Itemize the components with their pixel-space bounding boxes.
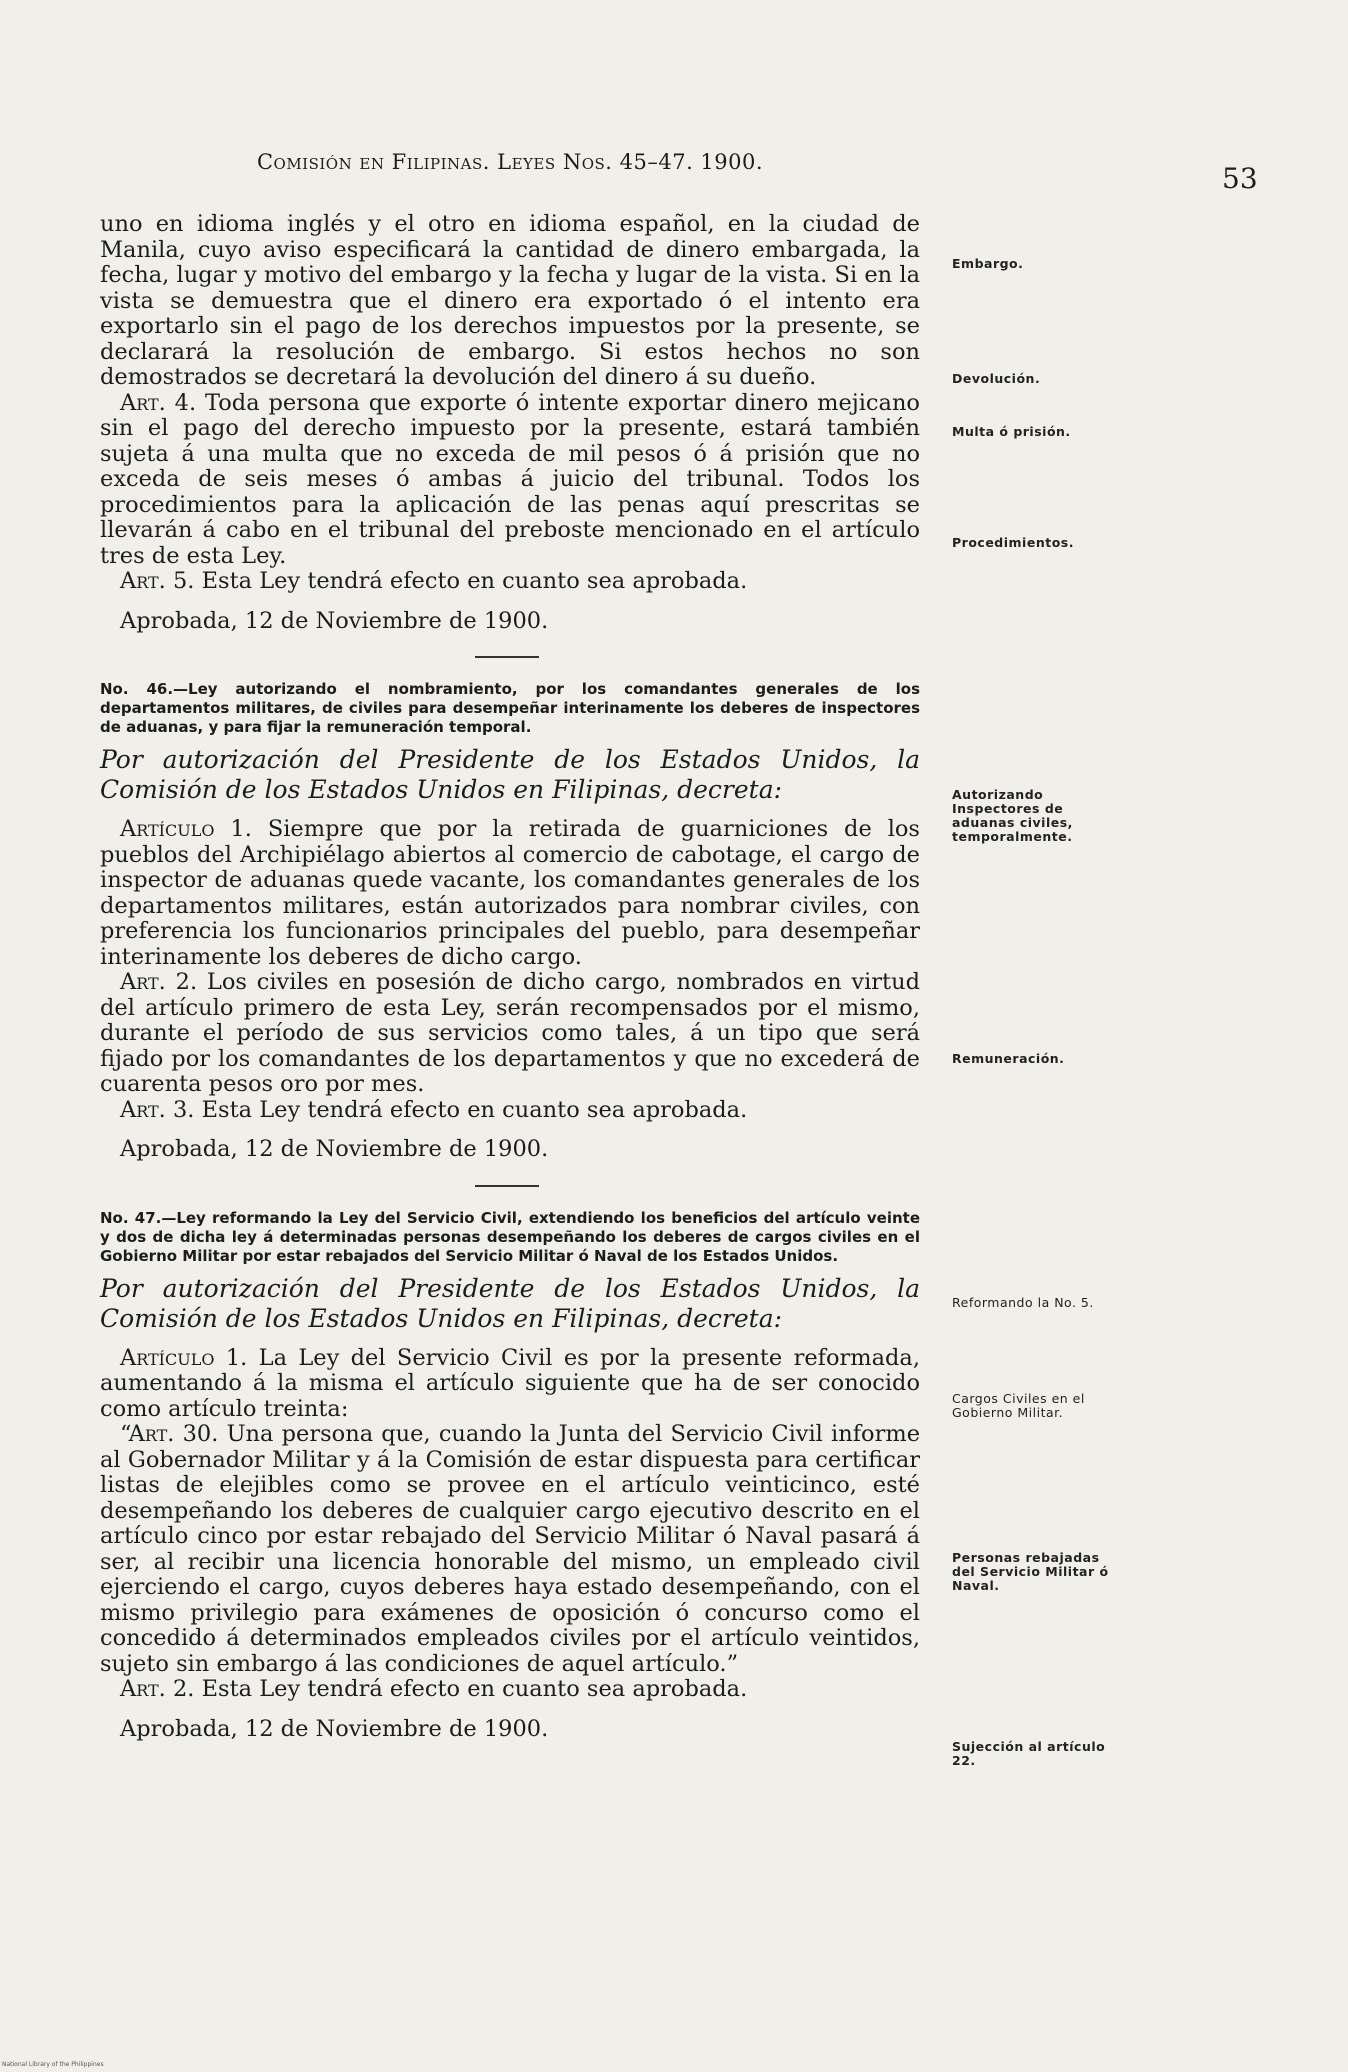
margin-note-cargos: Cargos Civiles en el Gobierno Militar. <box>952 1391 1085 1420</box>
article-label: Art. 2. <box>120 1676 195 1702</box>
article-label: Artículo 1. <box>120 1344 248 1371</box>
law46-approval-date: Aprobada, 12 de Noviembre de 1900. <box>120 1136 549 1162</box>
law46-article-1 <box>100 817 920 970</box>
article-label: Art. 4. <box>120 389 197 416</box>
article-text: Esta Ley tendrá efecto en cuanto sea aprobada. <box>201 1676 748 1702</box>
law45-article-5 <box>100 569 920 595</box>
article-text: Esta Ley tendrá efecto en cuanto sea aprobada. <box>201 568 748 594</box>
article-text: Esta Ley tendrá efecto en cuanto sea aprobada. <box>201 1096 748 1123</box>
law47-preamble: Por autorización del Presidente de los Estados Unidos, la Comisión de los Estados Unidos en Filipinas, decreta: <box>100 1273 920 1333</box>
article-text: Siempre que por la retirada de guarniciones de los pueblos del Archipiélago abiertos al comercio de cabotage, el cargo de inspector de aduanas quede vacante, los comandantes generales de los departamentos militares, están autorizados para nombrar civiles, con preferencia los funcionarios principales del pueblo, para desempeñar interinamente los deberes de dicho cargo. <box>100 816 920 970</box>
article-text: La Ley del Servicio Civil es por la presente reformada, aumentando á la misma el artículo siguiente que ha de ser conocido como artículo treinta: <box>100 1344 920 1422</box>
law46-article-3 <box>100 1098 920 1124</box>
article-label: Art. 5. <box>120 568 195 594</box>
running-header: Comisión en Filipinas. Leyes Nos. 45–47. 1900. <box>256 150 764 174</box>
article-text: Los civiles en posesión de dicho cargo, nombrados en virtud del artículo primero de esta Ley, serán recompensados por el mismo, durante el período de sus servicios como tales, á un tipo que será fijado por los comandantes de los departamentos y que no excederá de cuarenta pesos oro por mes. <box>100 969 920 1097</box>
law47-article-1 <box>100 1346 920 1423</box>
law46-preamble: Por autorización del Presidente de los Estados Unidos, la Comisión de los Estados Unidos en Filipinas, decreta: <box>100 745 920 804</box>
article-text: Toda persona que exporte ó intente exportar dinero mejicano sin el pago del derecho impuesto por la presente, estará también sujeta á una multa que no exceda de mil pesos ó á prisión que no exceda de seis meses ó ambas á juicio del tribunal. Todos los procedimientos para la aplicación de las penas aquí prescritas se llevarán á cabo en el tribunal del preboste mencionado en el artículo tres de esta Ley. <box>100 389 920 569</box>
page-number: 53 <box>1222 162 1258 195</box>
margin-note-reformando: Reformando la No. 5. <box>952 1295 1094 1310</box>
margin-note-multa: Multa ó prisión. <box>952 424 1071 439</box>
margin-note-autorizando: Autorizando Inspectores de aduanas civiles, temporalmente. <box>952 787 1073 844</box>
law45-article-4 <box>100 391 920 570</box>
law47-heading: No. 47.—Ley reformando la Ley del Servicio Civil, extendiendo los beneficios del artículo veinte y dos de dicha ley á determinadas personas desempeñando los deberes de cargos civiles en el Gobierno Militar por estar rebajados del Servicio Militar ó Naval de los Estados Unidos. <box>100 1208 920 1265</box>
article-label: “Art. 30. <box>120 1421 219 1447</box>
article-text: Una persona que, cuando la Junta del Servicio Civil informe al Gobernador Militar y á la Comisión de estar dispuesta para certificar listas de elejibles como se provee en el artículo veinticinco, esté desempeñando los deberes de cualquier cargo ejecutivo descrito en el artículo cinco por estar rebajado del Servicio Militar ó Naval pasará á ser, al recibir una licencia honorable del mismo, un empleado civil ejerciendo el cargo, cuyos deberes haya estado desempeñando, con el mismo privilegio para exámenes de oposición ó concurso como el concedido á determinados empleados civiles por el artículo veintidos, sujeto sin embargo á las condiciones de aquel artículo.” <box>100 1421 921 1677</box>
margin-note-procedimientos: Procedimientos. <box>952 535 1074 550</box>
law45-approval-date: Aprobada, 12 de Noviembre de 1900. <box>120 607 549 634</box>
section-divider <box>475 656 539 658</box>
main-text-column <box>100 212 920 1742</box>
law47-article-30-quoted <box>100 1422 920 1677</box>
article-label: Art. 3. <box>120 1096 195 1123</box>
article-label: Art. 2. <box>120 969 198 995</box>
law47-article-2 <box>100 1677 920 1703</box>
law45-continuation-paragraph: uno en idioma inglés y el otro en idioma español, en la ciudad de Manila, cuyo aviso especificará la cantidad de dinero embargada, la fecha, lugar y motivo del embargo y la fecha y lugar de la vista. Si en la vista se demuestra que el dinero era exportado ó el intento era exportarlo sin el pago de los derechos impuestos por la presente, se declarará la resolución de embargo. Si estos hechos no son demostrados se decretará la devolución del dinero á su dueño. <box>100 211 920 390</box>
margin-note-embargo: Embargo. <box>952 256 1024 271</box>
law46-article-2 <box>100 970 920 1098</box>
section-divider <box>475 1185 539 1187</box>
margin-note-remuneracion: Remuneración. <box>952 1051 1065 1066</box>
scan-footer-credit: National Library of the Philippines <box>2 2061 104 2068</box>
margin-note-devolucion: Devolución. <box>952 371 1041 386</box>
margin-note-sujeccion: Sujección al artículo 22. <box>952 1739 1106 1768</box>
law46-heading: No. 46.—Ley autorizando el nombramiento, por los comandantes generales de los departamentos militares, de civiles para desempeñar interinamente los deberes de inspectores de aduanas, y para fijar la remuneración temporal. <box>100 680 920 736</box>
law47-approval-date: Aprobada, 12 de Noviembre de 1900. <box>120 1715 549 1742</box>
margin-note-personas: Personas rebajadas del Servicio Militar ó Naval. <box>952 1550 1109 1593</box>
article-label: Artículo 1. <box>120 816 252 842</box>
